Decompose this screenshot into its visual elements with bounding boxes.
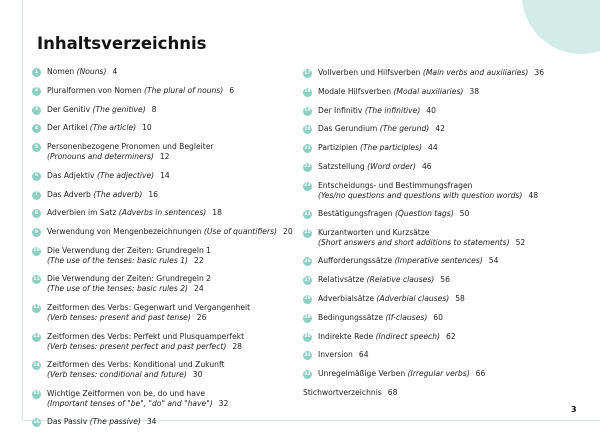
toc-entry-line <box>47 227 293 237</box>
english-title: (The participles) <box>360 143 423 153</box>
toc-entry-text <box>318 313 443 323</box>
chapter-number-badge: 26 <box>303 257 312 266</box>
chapter-number-badge: 30 <box>303 333 312 342</box>
page-ref: 62 <box>445 331 456 341</box>
page-ref: 6 <box>229 85 235 95</box>
toc-entry[interactable] <box>32 67 300 77</box>
page-ref: 50 <box>459 209 470 219</box>
english-title: (The use of the tenses: basic rules 2) <box>47 284 188 294</box>
toc-entry-line <box>318 350 369 360</box>
chapter-number-badge: 18 <box>303 88 312 97</box>
german-title: Partizipien <box>318 143 361 153</box>
toc-entry-line <box>47 171 170 181</box>
toc-entry[interactable] <box>32 105 300 115</box>
english-title: (The genitive) <box>92 104 146 114</box>
english-title: (The infinitive) <box>364 105 421 115</box>
toc-entry-text <box>318 68 544 78</box>
toc-entry-line <box>47 332 244 342</box>
toc-entry-line <box>47 417 157 427</box>
toc-entry-text <box>47 389 228 409</box>
toc-entry[interactable] <box>303 350 581 360</box>
english-title: (Adverbial clauses) <box>376 293 450 303</box>
toc-entry-text <box>47 274 211 294</box>
german-title: Personenbezogene Pronomen und Begleiter <box>47 142 214 152</box>
toc-entry-line <box>47 67 117 77</box>
chapter-number-badge: 6 <box>32 172 41 181</box>
toc-entry[interactable] <box>303 388 581 398</box>
english-title: (Verb tenses: present and past tense) <box>47 312 191 322</box>
chapter-number-badge: 3 <box>32 106 41 115</box>
toc-entry[interactable] <box>32 227 300 237</box>
toc-entry-text <box>318 275 450 285</box>
toc-entry[interactable] <box>303 369 581 379</box>
page-ref: 54 <box>488 256 499 266</box>
toc-entry-line <box>47 370 224 380</box>
english-title: (Verb tenses: conditional and future) <box>47 370 187 380</box>
page-ref: 8 <box>151 104 157 114</box>
toc-entry[interactable] <box>32 142 300 162</box>
german-title: Nomen <box>47 67 77 76</box>
german-title: Wichtige Zeitformen von be, do und have <box>47 388 206 398</box>
toc-entry-line <box>47 246 211 256</box>
toc-entry-line <box>303 388 397 398</box>
toc-entry-line <box>47 86 234 96</box>
toc-entry[interactable] <box>303 294 581 304</box>
toc-entry-line <box>318 238 525 248</box>
toc-entry-line <box>318 181 538 191</box>
toc-entry-line <box>47 142 214 152</box>
toc-entry-text <box>47 417 157 427</box>
german-title: Adverbien im Satz <box>47 208 119 218</box>
german-title: Das Gerundium <box>318 124 380 134</box>
page-ref: 60 <box>433 312 443 322</box>
toc-entry-line <box>318 228 525 238</box>
toc-entry[interactable] <box>303 209 581 219</box>
page-ref: 36 <box>534 68 545 77</box>
toc-entry-text <box>47 246 211 266</box>
toc-entry[interactable] <box>303 332 581 342</box>
page-title: Inhaltsverzeichnis <box>37 34 207 53</box>
page-ref: 42 <box>435 124 445 134</box>
toc-entry-text <box>47 303 250 323</box>
page-ref: 46 <box>421 161 432 171</box>
english-title: (Use of quantifiers) <box>203 227 277 237</box>
toc-entry-line <box>47 123 152 133</box>
page-ref: 16 <box>148 189 158 199</box>
page-ref: 10 <box>142 123 152 133</box>
toc-entry-line <box>318 87 479 97</box>
english-title: (Imperative sentences) <box>394 256 483 266</box>
english-title: (Relative clauses) <box>366 275 435 285</box>
english-title: (The adverb) <box>93 189 143 199</box>
page-ref: 12 <box>159 152 170 162</box>
german-title: Der Artikel <box>47 123 90 133</box>
chapter-number-badge: 11 <box>32 275 41 284</box>
toc-entry-text <box>318 369 485 379</box>
german-title: Das Passiv <box>47 417 90 427</box>
toc-entry[interactable] <box>32 332 300 352</box>
toc-entry-line <box>318 191 538 201</box>
page-ref: 14 <box>160 170 170 180</box>
toc-entry-line <box>47 313 250 323</box>
toc-entry-text <box>47 67 117 77</box>
german-title: Pluralformen von Nomen <box>47 85 144 95</box>
toc-entry-line <box>47 399 228 409</box>
toc-column-left <box>32 67 300 427</box>
page-ref: 58 <box>455 293 465 303</box>
german-title: Satzstellung <box>318 161 368 171</box>
toc-entry[interactable] <box>32 86 300 96</box>
chapter-number-badge: 24 <box>303 210 312 219</box>
german-title: Die Verwendung der Zeiten: Grundregeln 2 <box>47 274 212 284</box>
toc-entry-text <box>47 360 224 380</box>
toc-entry-line <box>318 209 469 219</box>
toc-entry[interactable] <box>303 87 581 97</box>
page-ref: 32 <box>218 398 229 408</box>
english-title: (Modal auxiliaries) <box>393 86 464 96</box>
toc-entry-line <box>47 389 228 399</box>
toc-entry-text <box>47 171 170 181</box>
toc-entry-line <box>318 275 450 285</box>
chapter-number-badge: 9 <box>32 228 41 237</box>
page-number: 3 <box>571 405 577 414</box>
german-title: Aufforderungssätze <box>318 256 395 266</box>
chapter-number-badge: 2 <box>32 87 41 96</box>
toc-entry[interactable] <box>303 228 581 248</box>
toc-entry[interactable] <box>32 360 300 380</box>
toc-entry[interactable] <box>303 106 581 116</box>
page-ref: 20 <box>283 227 293 237</box>
toc-entry-text <box>318 350 369 360</box>
toc-entry-line <box>318 143 438 153</box>
toc-entry-line <box>47 152 214 162</box>
german-title: Zeitformen des Verbs: Perfekt und Plusquamperfekt <box>47 331 245 341</box>
page-ref: 52 <box>515 237 526 247</box>
chapter-number-badge: 21 <box>303 144 312 153</box>
english-title: (Yes/no questions and questions with question words) <box>318 190 523 200</box>
toc-entry[interactable] <box>303 256 581 266</box>
toc-entry-text <box>47 86 234 96</box>
toc-entry-text <box>318 332 456 342</box>
chapter-number-badge: 8 <box>32 209 41 218</box>
toc-entry[interactable] <box>32 417 300 427</box>
page-ref: 28 <box>232 341 242 351</box>
toc-entry-text <box>318 124 445 134</box>
toc-entry-text <box>318 294 465 304</box>
german-title: Zeitformen des Verbs: Gegenwart und Vergangenheit <box>47 302 251 312</box>
toc-entry-line <box>47 274 211 284</box>
german-title: Das Adjektiv <box>47 170 97 180</box>
toc-entry-text <box>303 388 397 398</box>
english-title: (Verb tenses: present perfect and past perfect) <box>47 341 227 351</box>
chapter-number-badge: 14 <box>32 361 41 370</box>
toc-entry-text <box>318 256 498 266</box>
toc-entry-line <box>318 162 432 172</box>
page-ref: 34 <box>146 417 157 427</box>
german-title: Der Genitiv <box>47 104 93 114</box>
toc-entry-text <box>47 208 222 218</box>
chapter-number-badge: 5 <box>32 143 41 152</box>
german-title: Bedingungssätze <box>318 312 386 322</box>
english-title: (If-clauses) <box>385 312 428 322</box>
toc-entry-text <box>47 332 244 352</box>
toc-entry-text <box>318 106 436 116</box>
toc-entry[interactable] <box>32 274 300 294</box>
chapter-number-badge: 23 <box>303 182 312 191</box>
toc-entry[interactable] <box>32 246 300 266</box>
chapter-number-badge: 20 <box>303 125 312 134</box>
english-title: (Important tenses of "be", "do" and "have") <box>47 398 213 408</box>
chapter-number-badge: 7 <box>32 191 41 200</box>
english-title: (The gerund) <box>379 124 430 134</box>
page-ref: 56 <box>440 275 450 285</box>
german-title: Adverbialsätze <box>318 293 377 303</box>
toc-entry[interactable] <box>303 181 581 201</box>
page-ref: 4 <box>112 67 118 76</box>
chapter-number-badge: 31 <box>303 351 312 360</box>
english-title: (The passive) <box>89 417 141 427</box>
german-title: Verwendung von Mengenbezeichnungen <box>47 227 204 237</box>
toc-entry-text <box>318 181 538 201</box>
toc-entry-line <box>47 208 222 218</box>
chapter-number-badge: 29 <box>303 314 312 323</box>
toc-entry-line <box>47 303 250 313</box>
english-title: (Main verbs and auxiliaries) <box>422 68 529 77</box>
toc-entry[interactable] <box>303 124 581 134</box>
english-title: (Indirect speech) <box>375 331 440 341</box>
german-title: Entscheidungs- und Bestimmungsfragen <box>318 180 473 190</box>
toc-entry-text <box>318 209 469 219</box>
page-ref: 24 <box>194 284 204 294</box>
toc-entry-text <box>318 87 479 97</box>
toc-entry-line <box>318 68 544 78</box>
german-title: Stichwortverzeichnis <box>303 387 382 397</box>
english-title: (Nouns) <box>76 67 107 76</box>
german-title: Vollverben und Hilfsverben <box>318 68 423 77</box>
toc-entry-line <box>318 106 436 116</box>
toc-entry[interactable] <box>303 68 581 78</box>
german-title: Inversion <box>318 350 353 360</box>
chapter-number-badge: 10 <box>32 247 41 256</box>
german-title: Die Verwendung der Zeiten: Grundregeln 1 <box>47 245 212 255</box>
page-ref: 48 <box>528 190 539 200</box>
chapter-number-badge: 4 <box>32 124 41 133</box>
english-title: (The article) <box>89 123 137 133</box>
chapter-number-badge: 13 <box>32 333 41 342</box>
toc-entry[interactable] <box>32 171 300 181</box>
chapter-number-badge: 16 <box>32 418 41 427</box>
chapter-number-badge: 27 <box>303 276 312 285</box>
german-title: Kurzantworten und Kurzsätze <box>318 227 430 237</box>
toc-entry-text <box>47 123 152 133</box>
german-title: Das Adverb <box>47 189 94 199</box>
toc-entry[interactable] <box>32 208 300 218</box>
english-title: (Question tags) <box>394 209 454 219</box>
toc-entry-line <box>318 256 498 266</box>
page-ref: 22 <box>194 255 204 265</box>
toc-entry-text <box>47 227 293 237</box>
german-title: Der Infinitiv <box>318 105 365 115</box>
toc-entry-line <box>47 190 158 200</box>
german-title: Relativsätze <box>318 275 367 285</box>
toc-entry-line <box>47 105 157 115</box>
english-title: (The adjective) <box>96 170 155 180</box>
page-ref: 26 <box>196 312 207 322</box>
toc-entry[interactable] <box>32 303 300 323</box>
chapter-number-badge: 22 <box>303 163 312 172</box>
toc-entry[interactable] <box>32 123 300 133</box>
toc-entry-text <box>318 228 525 248</box>
page-ref: 30 <box>192 370 203 380</box>
chapter-number-badge: 1 <box>32 68 41 77</box>
german-title: Bestätigungsfragen <box>318 209 395 219</box>
english-title: (The plural of nouns) <box>143 85 224 95</box>
toc-entry[interactable] <box>303 275 581 285</box>
page-ref: 44 <box>428 143 438 153</box>
toc-entry[interactable] <box>32 190 300 200</box>
toc-entry[interactable] <box>303 313 581 323</box>
toc-entry-line <box>47 256 211 266</box>
toc-entry-line <box>318 369 485 379</box>
english-title: (The use of the tenses: basic rules 1) <box>47 255 188 265</box>
english-title: (Word order) <box>367 161 416 171</box>
toc-entry-line <box>47 360 224 370</box>
toc-entry-text <box>318 162 432 172</box>
toc-entry[interactable] <box>32 389 300 409</box>
english-title: (Short answers and short additions to statements) <box>318 237 510 247</box>
page-ref: 64 <box>358 350 369 360</box>
chapter-number-badge: 28 <box>303 295 312 304</box>
page-ref: 66 <box>475 369 486 379</box>
german-title: Modale Hilfsverben <box>318 86 394 96</box>
chapter-number-badge: 25 <box>303 229 312 238</box>
toc-entry-line <box>47 342 244 352</box>
toc-entry-line <box>47 284 211 294</box>
german-title: Zeitformen des Verbs: Konditional und Zukunft <box>47 360 225 370</box>
chapter-number-badge: 12 <box>32 304 41 313</box>
english-title: (Pronouns and determiners) <box>47 152 154 162</box>
toc-column-right <box>303 68 581 398</box>
toc-entry-text <box>318 143 438 153</box>
german-title: Unregelmäßige Verben <box>318 369 408 379</box>
page-ref: 68 <box>387 387 398 397</box>
toc-entry-text <box>47 190 158 200</box>
toc-entry-line <box>318 332 456 342</box>
english-title: (Irregular verbs) <box>407 369 470 379</box>
toc-entry-line <box>318 313 443 323</box>
chapter-number-badge: 17 <box>303 69 312 78</box>
english-title: (Adverbs in sentences) <box>118 208 207 218</box>
page-ref: 38 <box>469 86 480 96</box>
toc-entry-line <box>318 124 445 134</box>
toc-entry-line <box>318 294 465 304</box>
toc-entry-text <box>47 142 214 162</box>
german-title: Indirekte Rede <box>318 331 376 341</box>
page-ref: 40 <box>426 105 436 115</box>
toc-entry[interactable] <box>303 162 581 172</box>
chapter-number-badge: 32 <box>303 370 312 379</box>
chapter-number-badge: 19 <box>303 107 312 116</box>
chapter-number-badge: 15 <box>32 390 41 399</box>
page-ref: 18 <box>212 208 222 218</box>
toc-entry[interactable] <box>303 143 581 153</box>
toc-entry-text <box>47 105 157 115</box>
